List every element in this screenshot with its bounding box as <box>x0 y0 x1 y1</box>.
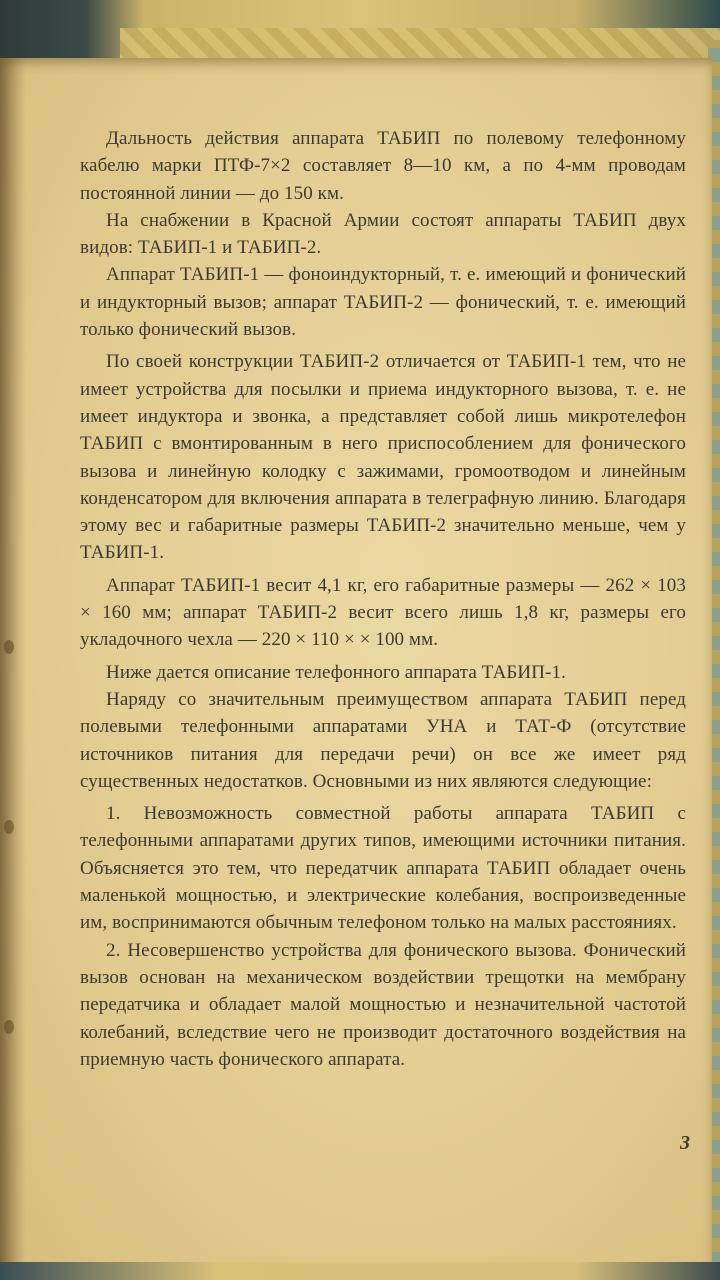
cover-edge-bottom <box>0 1262 720 1280</box>
list-item-1: 1. Невозможность совместной работы аппарата ТАБИП с телефонными аппаратами других типов, имеющими источники питания. Объясняется это тем, что передатчик аппарата ТАБИП обладает очень маленькой мощностью, и электрические колебания, воспроизведенные им, воспринимаются обычным телефоном только на малых расстояниях. <box>80 803 686 934</box>
paragraph-drawbacks: Наряду со значительным преимуществом аппарата ТАБИП перед полевыми телефонными аппаратами УНА и ТАТ-Ф (отсутствие источников питания для передачи речи) он все же имеет ряд существенных недостатков. Основными из них являются следующие: <box>80 688 686 792</box>
list-item-2: 2. Несовершенство устройства для фонического вызова. Фонический вызов основан на механическом воздействии трещотки на мембрану передатчика и обладает малой мощностью и незначительной частотой колебаний, вследствие чего не производит достаточного воздействия на приемную часть фонического аппарата. <box>80 939 686 1070</box>
spine-shadow <box>0 58 26 1280</box>
paragraph-dimensions: Аппарат ТАБИП-1 весит 4,1 кг, его габаритные размеры — 262 × 103 × 160 мм; аппарат ТАБИП-2 весит всего лишь 1,8 кг, размеры его укладочного чехла — 220 × 110 × × 100 мм. <box>80 574 686 651</box>
body-text <box>80 125 686 1073</box>
paragraph-models: На снабжении в Красной Армии состоят аппараты ТАБИП двух видов: ТАБИП-1 и ТАБИП-2. <box>80 209 686 259</box>
paragraph-construction: По своей конструкции ТАБИП-2 отличается от ТАБИП-1 тем, что не имеет устройства для посылки и приема индукторного вызова, т. е. не имеет индуктора и звонка, а представляет собой лишь микротелефон ТАБИП с вмонтированным в него приспособлением для фонического вызова и линейную колодку с зажимами, громоотводом и линейным конденсатором для включения аппарата в телеграфную линию. Благодаря этому вес и габаритные размеры ТАБИП-2 значительно меньше, чем у ТАБИП-1. <box>80 351 686 564</box>
binding-hole <box>4 1020 14 1034</box>
paragraph-tabip1: Аппарат ТАБИП-1 — фоноиндукторный, т. е. имеющий и фонический и индукторный вызов; аппарат ТАБИП-2 — фонический, т. е. имеющий только фонический вызов. <box>80 264 686 341</box>
paragraph-range: Дальность действия аппарата ТАБИП по полевому телефонному кабелю марки ПТФ-7×2 составляет 8—10 км, а по 4-мм проводам постоянной линии — до 150 км. <box>80 128 686 204</box>
paragraph-description-intro: Ниже дается описание телефонного аппарата ТАБИП-1. <box>106 661 566 683</box>
binding-hole <box>4 820 14 834</box>
page-number: 3 <box>680 1132 690 1154</box>
binding-hole <box>4 640 14 654</box>
